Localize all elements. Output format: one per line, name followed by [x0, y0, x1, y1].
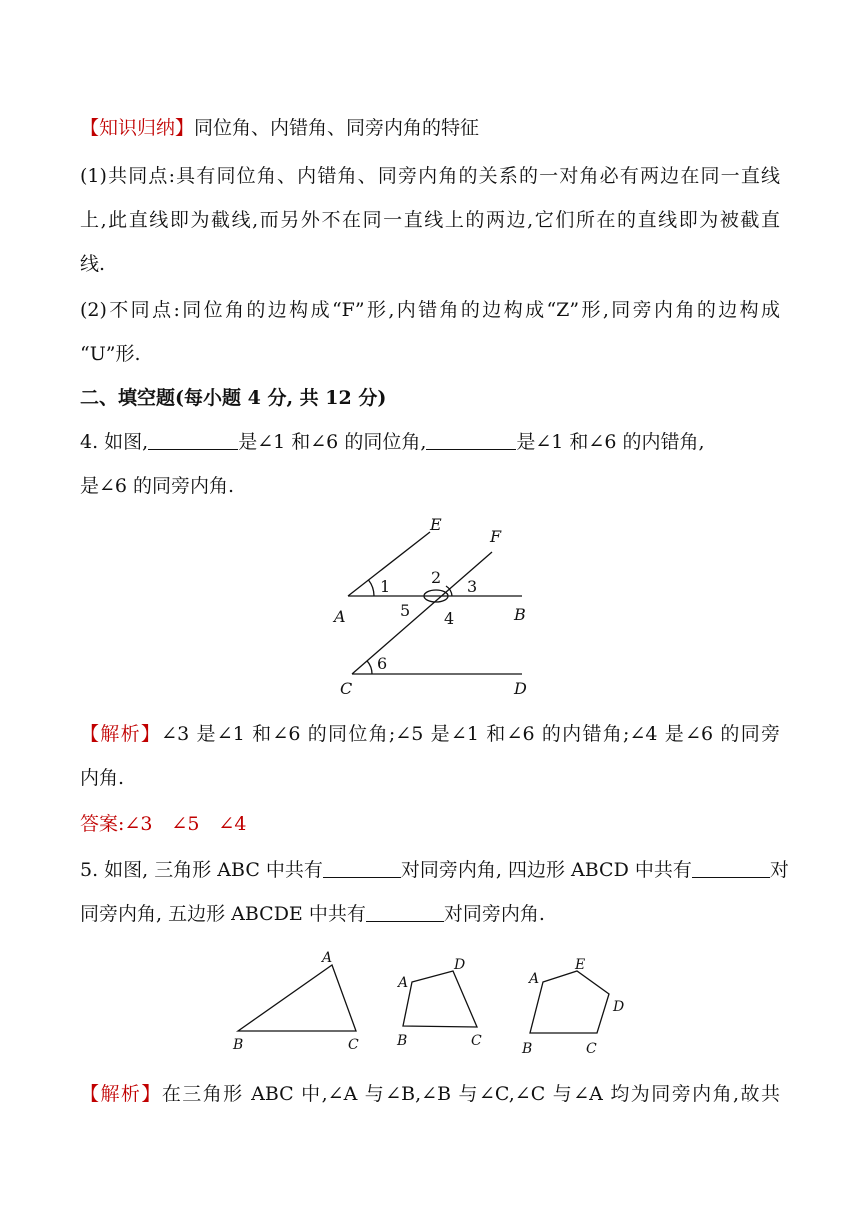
angle-6-arc	[367, 661, 372, 674]
q4-figure	[320, 512, 550, 702]
q4-label-d: D	[514, 679, 527, 698]
q5-text-b: 对同旁内角, 四边形 ABCD 中共有	[400, 859, 692, 881]
pent-label-d: D	[613, 999, 625, 1015]
triangle-abc	[238, 965, 356, 1031]
summary-p1-line2: 上,此直线即为截线,而另外不在同一直线上的两边,它们所在的直线即为被截直	[80, 209, 780, 231]
q5-blank-1[interactable]	[323, 859, 401, 878]
q5-analysis-line1	[80, 1082, 780, 1106]
q4-label-e: E	[430, 515, 442, 534]
q4-blank-1[interactable]	[148, 431, 238, 450]
q4-blank-2[interactable]	[426, 431, 516, 450]
tri-label-b: B	[233, 1037, 244, 1053]
quad-label-c: C	[471, 1033, 482, 1049]
angle-label-4: 4	[444, 609, 455, 628]
pent-label-b: B	[522, 1041, 533, 1057]
angle-label-5: 5	[400, 601, 411, 620]
q5-text-a: 5. 如图, 三角形 ABC 中共有	[80, 859, 323, 881]
q4-text-c: 是∠1 和∠6 的内错角,	[516, 431, 705, 453]
q5-text-c: 对	[769, 859, 789, 881]
q5-line2-b: 对同旁内角.	[443, 903, 545, 925]
angle-label-1: 1	[380, 577, 391, 596]
q4-analysis-tag: 【解析】	[80, 723, 162, 745]
q4-text-b: 是∠1 和∠6 的同位角,	[238, 431, 427, 453]
q4-answer: 答案:∠3 ∠5 ∠4	[80, 813, 247, 835]
tri-label-a: A	[322, 950, 333, 966]
q5-blank-3[interactable]	[366, 903, 444, 922]
angle-label-6: 6	[377, 654, 388, 673]
tri-label-c: C	[348, 1037, 359, 1053]
q4-label-f: F	[490, 527, 502, 546]
quad-label-a: A	[398, 975, 409, 991]
q4-text-a: 4. 如图,	[80, 431, 149, 453]
q4-label-a: A	[334, 607, 346, 626]
angle-label-2: 2	[431, 568, 442, 587]
angle-1-arc	[369, 580, 375, 596]
q4-analysis-text: ∠3 是∠1 和∠6 的同位角;∠5 是∠1 和∠6 的内错角;∠4 是∠6 的同旁	[161, 723, 780, 745]
section-heading: 二、填空题(每小题 4 分, 共 12 分)	[80, 387, 387, 409]
q4-label-b: B	[514, 605, 526, 624]
q5-blank-2[interactable]	[692, 859, 770, 878]
summary-tag: 【知识归纳】	[80, 117, 195, 139]
q4-line2: 是∠6 的同旁内角.	[80, 475, 235, 497]
q5-line1	[80, 858, 789, 882]
q4-line1	[80, 430, 780, 454]
angle-label-3: 3	[467, 577, 478, 596]
summary-p1-line1: (1)共同点:具有同位角、内错角、同旁内角的关系的一对角必有两边在同一直线	[80, 165, 780, 187]
q5-line2	[80, 902, 780, 926]
summary-heading	[80, 116, 780, 140]
q5-analysis-tag: 【解析】	[80, 1083, 162, 1105]
q4-analysis-line2: 内角.	[80, 767, 125, 789]
pent-label-e: E	[575, 957, 586, 973]
quad-label-d: D	[454, 957, 466, 973]
quadrilateral-abcd	[403, 971, 477, 1027]
q4-label-c: C	[340, 679, 353, 698]
q5-line2-a: 同旁内角, 五边形 ABCDE 中共有	[80, 903, 366, 925]
q5-analysis-text: 在三角形 ABC 中,∠A 与∠B,∠B 与∠C,∠C 与∠A 均为同旁内角,故共	[161, 1083, 780, 1105]
q4-analysis-line1	[80, 722, 780, 746]
line-cf	[352, 552, 492, 674]
summary-p2-line1: (2)不同点:同位角的边构成“F”形,内错角的边构成“Z”形,同旁内角的边构成	[80, 299, 780, 321]
q5-figures	[225, 945, 645, 1060]
summary-p2-line2: “U”形.	[80, 343, 141, 365]
pentagon-abcde	[530, 971, 609, 1033]
quad-label-b: B	[397, 1033, 408, 1049]
summary-title: 同位角、内错角、同旁内角的特征	[194, 117, 480, 139]
summary-p1-line3: 线.	[80, 253, 106, 275]
pent-label-c: C	[586, 1041, 597, 1057]
pent-label-a: A	[529, 971, 540, 987]
